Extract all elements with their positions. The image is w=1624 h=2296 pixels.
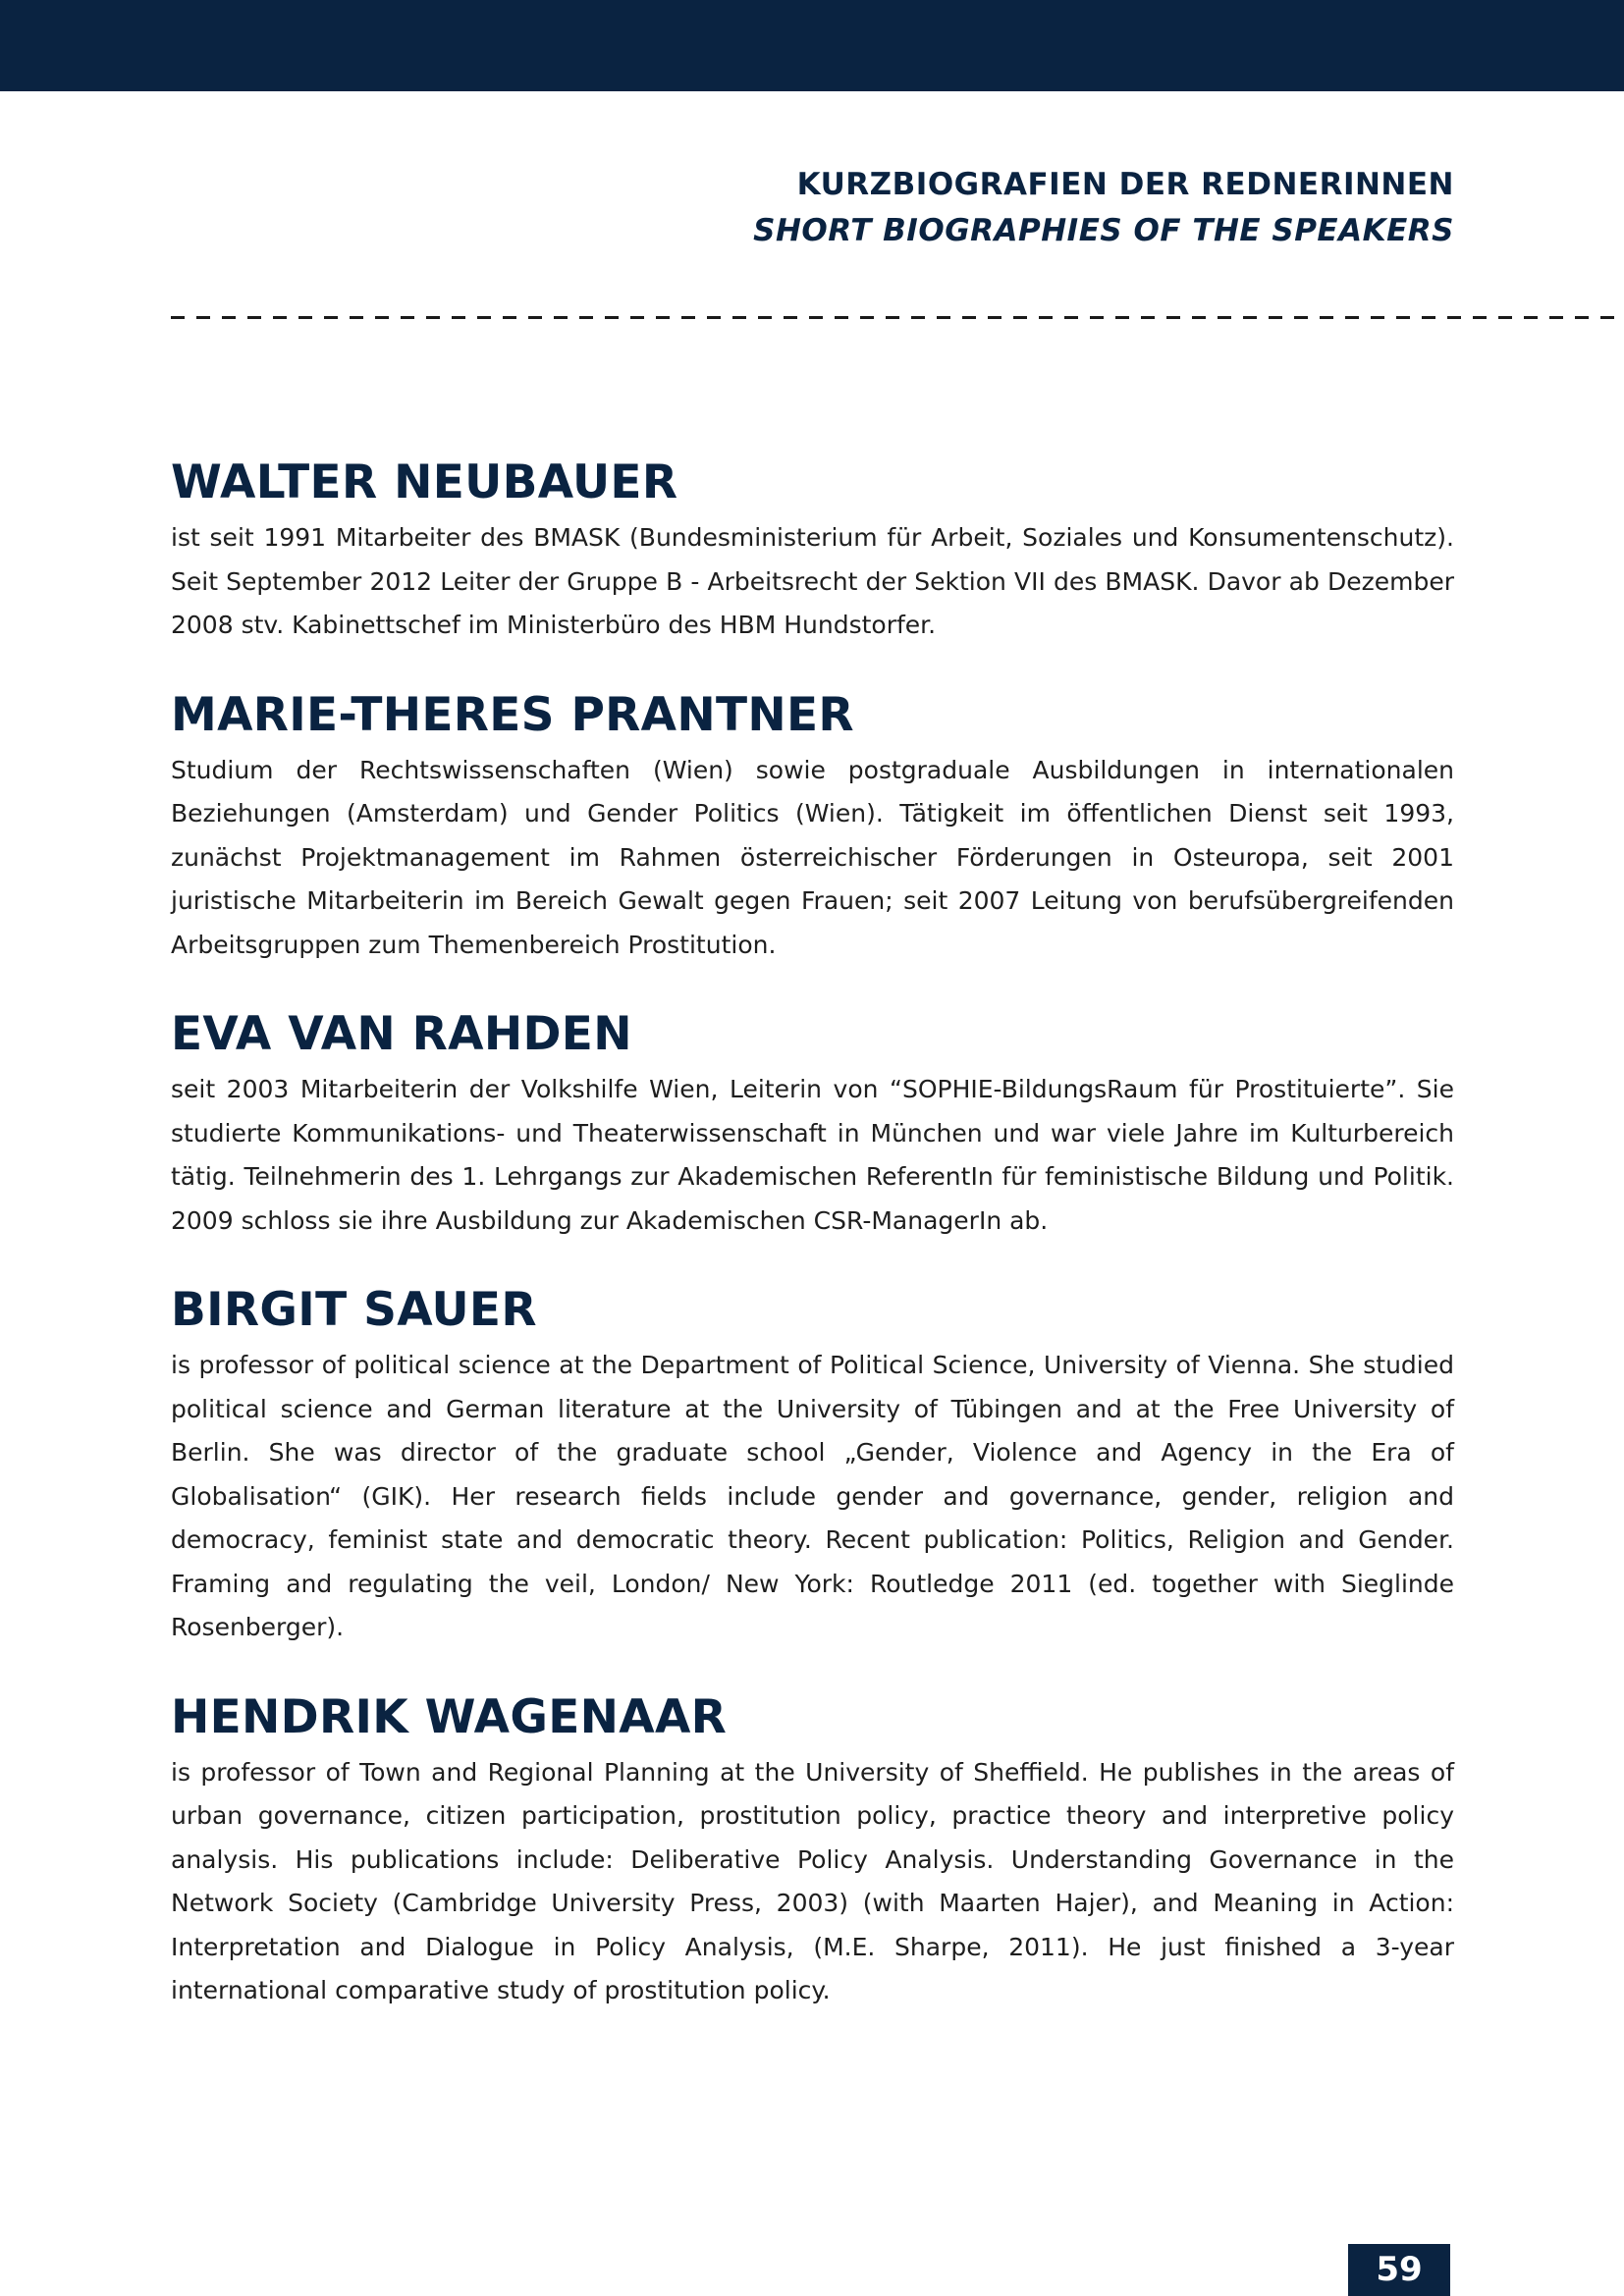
speaker-biography: ist seit 1991 Mitarbeiter des BMASK (Bundesministerium für Arbeit, Soziales und Konsumentenschutz). Seit September 2012 Leiter der Gruppe B - Arbeitsrecht der Sektion VII des BMASK. Davor ab Dezember 2008 stv. Kabinettschef im Ministerbüro des HBM Hundstorfer. xyxy=(171,523,1454,639)
speaker-biography: Studium der Rechtswissenschaften (Wien) sowie postgraduale Ausbildungen in internationalen Beziehungen (Amsterdam) und Gender Politics (Wien). Tätigkeit im öffentlichen Dienst seit 1993, zunächst Projektmanagement im Rahmen österreichischer Förderungen in Osteuropa, seit 2001 juristische Mitarbeiterin im Bereich Gewalt gegen Frauen; seit 2007 Leitung von berufsübergreifenden Arbeitsgruppen zum Themenbereich Prostitution. xyxy=(171,755,1454,959)
speaker-name: MARIE-THERES PRANTNER xyxy=(171,687,854,742)
speaker-name: EVA VAN RAHDEN xyxy=(171,1007,632,1061)
bio-walter-neubauer xyxy=(171,450,1454,648)
speaker-name: HENDRIK WAGENAAR xyxy=(171,1689,728,1744)
speaker-biography: is professor of political science at the Department of Political Science, University of Vienna. She studied political science and German literature at the University of Tübingen and at the Free University of Berlin. She was director of the graduate school „Gender, Violence and Agency in the Era of Globalisation“ (GIK). Her research fields include gender and governance, gender, religion and democracy, feminist state and democratic theory. Recent publication: Politics, Religion and Gender. Framing and regulating the veil, London/ New York: Routledge 2011 (ed. together with Sieglinde Rosenberger). xyxy=(171,1351,1454,1641)
section-header xyxy=(753,162,1454,254)
bio-birgit-sauer xyxy=(171,1277,1454,1650)
top-color-band xyxy=(0,0,1624,91)
speaker-name: WALTER NEUBAUER xyxy=(171,455,678,509)
section-title-german: KURZBIOGRAFIEN DER REDNERINNEN xyxy=(796,167,1454,202)
page-number: 59 xyxy=(1348,2244,1450,2296)
speaker-biography: is professor of Town and Regional Planning at the University of Sheffield. He publishes in the areas of urban governance, citizen participation, prostitution policy, practice theory and interpretive policy analysis. His publications include: Deliberative Policy Analysis. Understanding Governance in the Network Society (Cambridge University Press, 2003) (with Maarten Hajer), and Meaning in Action: Interpretation and Dialogue in Policy Analysis, (M.E. Sharpe, 2011). He just finished a 3-year international comparative study of prostitution policy. xyxy=(171,1757,1454,2004)
dashed-divider xyxy=(171,316,1624,319)
speaker-biography: seit 2003 Mitarbeiterin der Volkshilfe Wien, Leiterin von “SOPHIE-BildungsRaum für Prostituierte”. Sie studierte Kommunikations- und Theaterwissenschaft in München und war viele Jahre im Kulturbereich tätig. Teilnehmerin des 1. Lehrgangs zur Akademischen ReferentIn für feministische Bildung und Politik. 2009 schloss sie ihre Ausbildung zur Akademischen CSR-ManagerIn ab. xyxy=(171,1075,1454,1235)
bio-marie-theres-prantner xyxy=(171,682,1454,968)
bio-hendrik-wagenaar xyxy=(171,1684,1454,2013)
speaker-name: BIRGIT SAUER xyxy=(171,1283,537,1337)
biography-list xyxy=(171,450,1454,2048)
bio-eva-van-rahden xyxy=(171,1001,1454,1243)
section-title-english: SHORT BIOGRAPHIES OF THE SPEAKERS xyxy=(753,213,1454,248)
